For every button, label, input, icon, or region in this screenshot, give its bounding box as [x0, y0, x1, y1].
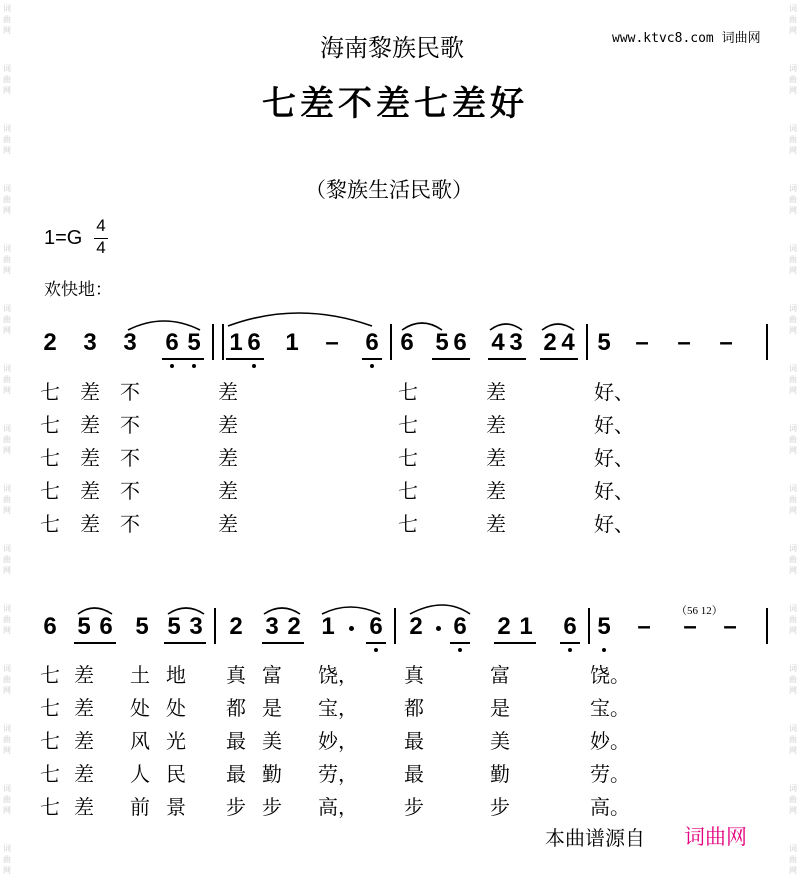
watermark-glyph: 网: [3, 386, 11, 395]
watermark-glyph: 词: [3, 484, 11, 493]
lyric-syllable: 七: [398, 413, 418, 437]
lyric-syllable: 步: [262, 795, 282, 819]
dash: –: [719, 329, 733, 356]
watermark-glyph: 网: [3, 146, 11, 155]
lyric-syllable: 处: [130, 696, 150, 720]
lyric-syllable: 差: [74, 729, 94, 753]
watermark-glyph: 网: [789, 86, 797, 95]
lyric-syllable: 都: [226, 696, 246, 720]
watermark-glyph: 网: [789, 746, 797, 755]
watermark-glyph: 词: [3, 844, 11, 853]
note: 6: [99, 613, 113, 640]
note: 5: [435, 329, 449, 356]
note: 6: [369, 613, 383, 640]
dash: –: [683, 613, 697, 640]
lyric-syllable: 七: [40, 663, 60, 687]
note: 3: [123, 329, 137, 356]
watermark-glyph: 网: [3, 866, 11, 875]
watermark-glyph: 词: [789, 364, 797, 373]
watermark-glyph: 网: [3, 86, 11, 95]
lyric-syllable: 七: [40, 795, 60, 819]
watermark-glyph: 词: [3, 424, 11, 433]
note: 6: [43, 613, 57, 640]
watermark-glyph: 词: [789, 184, 797, 193]
watermark-glyph: 曲: [789, 795, 797, 804]
slur: [168, 608, 204, 614]
watermark-glyph: 网: [789, 26, 797, 35]
source-site-link[interactable]: 词曲网: [684, 825, 747, 849]
note: 5: [167, 613, 181, 640]
lyric-syllable: 美: [262, 729, 282, 753]
lyric-syllable: 差: [80, 446, 100, 470]
watermark-glyph: 曲: [789, 135, 797, 144]
note: 3: [189, 613, 203, 640]
source-label: 本曲谱源自: [545, 826, 645, 850]
note: 6: [247, 329, 261, 356]
watermark-glyph: 网: [789, 686, 797, 695]
watermark-glyph: 网: [789, 146, 797, 155]
lyric-syllable: 高，: [318, 795, 358, 819]
lyric-syllable: 不: [120, 512, 140, 536]
lyric-syllable: 好、: [594, 380, 634, 404]
lyric-syllable: 七: [40, 512, 60, 536]
watermark-glyph: 曲: [789, 435, 797, 444]
watermark-glyph: 网: [789, 266, 797, 275]
watermark-glyph: 网: [789, 866, 797, 875]
watermark-glyph: 词: [789, 844, 797, 853]
slur: [542, 324, 574, 330]
dash: –: [635, 329, 649, 356]
note: 1: [321, 613, 335, 640]
lyric-syllable: 不: [120, 413, 140, 437]
watermark-glyph: 网: [789, 806, 797, 815]
note: 5: [597, 613, 611, 640]
watermark-glyph: 词: [3, 724, 11, 733]
lyric-syllable: 差: [218, 413, 238, 437]
lyric-syllable: 都: [404, 696, 424, 720]
lyric-syllable: 地: [166, 663, 186, 687]
time-signature-bottom: 4: [96, 238, 106, 257]
watermark-glyph: 词: [789, 664, 797, 673]
watermark-glyph: 曲: [3, 555, 11, 564]
watermark-glyph: 词: [789, 604, 797, 613]
watermark-glyph: 曲: [3, 675, 11, 684]
lyric-syllable: 七: [40, 446, 60, 470]
watermark-glyph: 曲: [3, 195, 11, 204]
lyric-syllable: 真: [226, 663, 246, 687]
lyric-syllable: 七: [40, 696, 60, 720]
slur: [78, 608, 112, 614]
watermark-glyph: 网: [3, 566, 11, 575]
lyric-syllable: 差: [486, 413, 506, 437]
song-title: 七差不差七差好: [262, 84, 528, 124]
lyric-syllable: 勤: [490, 762, 510, 786]
lyric-syllable: 差: [486, 512, 506, 536]
lyric-syllable: 七: [40, 380, 60, 404]
lyric-syllable: 是: [490, 696, 510, 720]
lyric-syllable: 风: [130, 729, 150, 753]
lyric-syllable: 好、: [594, 479, 634, 503]
watermark-glyph: 曲: [3, 615, 11, 624]
watermark-glyph: 网: [3, 506, 11, 515]
lyric-syllable: 饶，: [318, 663, 358, 687]
watermark-glyph: 网: [3, 626, 11, 635]
watermark-glyph: 曲: [789, 375, 797, 384]
watermark-glyph: 网: [789, 626, 797, 635]
watermark-glyph: 网: [3, 326, 11, 335]
lyric-syllable: 勤: [262, 762, 282, 786]
lyric-syllable: 差: [486, 380, 506, 404]
lyric-syllable: 宝。: [590, 696, 630, 720]
watermark-glyph: 曲: [789, 675, 797, 684]
lyric-syllable: 好、: [594, 512, 634, 536]
slur: [228, 313, 372, 326]
note: 2: [229, 613, 243, 640]
note: 2: [43, 329, 57, 356]
lyric-syllable: 差: [74, 762, 94, 786]
watermark-glyph: 词: [3, 64, 11, 73]
lyric-syllable: 差: [218, 380, 238, 404]
lyric-syllable: 差: [80, 512, 100, 536]
lyric-syllable: 真: [404, 663, 424, 687]
dash: –: [677, 329, 691, 356]
note: 3: [83, 329, 97, 356]
note: 4: [561, 329, 575, 356]
lyric-syllable: 七: [40, 413, 60, 437]
lyric-syllable: 劳，: [318, 762, 358, 786]
note: 5: [597, 329, 611, 356]
watermark-glyph: 网: [3, 806, 11, 815]
watermark-glyph: 词: [789, 484, 797, 493]
watermark-glyph: 词: [3, 604, 11, 613]
key-signature: 1=G: [44, 227, 83, 249]
watermark-glyph: 网: [3, 746, 11, 755]
lyric-syllable: 最: [226, 762, 246, 786]
watermark-glyph: 词: [3, 544, 11, 553]
lyric-syllable: 处: [166, 696, 186, 720]
lyric-syllable: 差: [218, 479, 238, 503]
lyric-syllable: 前: [130, 795, 150, 819]
tempo-marking: 欢快地：: [44, 280, 112, 300]
watermark-glyph: 曲: [3, 795, 11, 804]
watermark-glyph: 曲: [3, 315, 11, 324]
watermark-glyph: 曲: [3, 255, 11, 264]
lyric-syllable: 步: [404, 795, 424, 819]
watermark-glyph: 词: [3, 4, 11, 13]
watermark-glyph: 曲: [789, 495, 797, 504]
lyric-syllable: 土: [130, 663, 150, 687]
note: 6: [563, 613, 577, 640]
watermark-glyph: 曲: [3, 375, 11, 384]
lyric-syllable: 差: [80, 479, 100, 503]
slur: [322, 607, 380, 614]
watermark-glyph: 词: [3, 304, 11, 313]
watermark-glyph: 词: [789, 784, 797, 793]
watermark-glyph: 词: [789, 544, 797, 553]
lyric-syllable: 饶。: [590, 663, 630, 687]
note: 1: [285, 329, 299, 356]
lyric-syllable: 是: [262, 696, 282, 720]
watermark-glyph: 曲: [3, 435, 11, 444]
lyric-syllable: 好、: [594, 413, 634, 437]
watermark-glyph: 曲: [3, 15, 11, 24]
lyric-syllable: 步: [226, 795, 246, 819]
lyric-syllable: 差: [486, 479, 506, 503]
lyric-syllable: 差: [80, 380, 100, 404]
note: 4: [491, 329, 505, 356]
lyric-syllable: 差: [74, 663, 94, 687]
watermark-glyph: 曲: [789, 15, 797, 24]
note: 6: [365, 329, 379, 356]
lyric-syllable: 宝，: [318, 696, 358, 720]
watermark-glyph: 曲: [789, 555, 797, 564]
note: 3: [265, 613, 279, 640]
lyric-syllable: 不: [120, 446, 140, 470]
watermark-glyph: 曲: [3, 495, 11, 504]
watermark-glyph: 词: [3, 184, 11, 193]
lyric-syllable: 七: [40, 729, 60, 753]
watermark-glyph: 曲: [789, 75, 797, 84]
lyric-syllable: 光: [166, 729, 186, 753]
lyric-syllable: 七: [398, 446, 418, 470]
watermark-glyph: 网: [3, 446, 11, 455]
watermark-glyph: 词: [3, 364, 11, 373]
lyric-syllable: 高。: [590, 795, 630, 819]
watermark-glyph: 词: [3, 784, 11, 793]
lyric-syllable: 民: [166, 762, 186, 786]
lyric-syllable: 差: [80, 413, 100, 437]
watermark-glyph: 网: [789, 506, 797, 515]
lyric-syllable: 差: [218, 446, 238, 470]
watermark-glyph: 网: [3, 686, 11, 695]
lyric-syllable: 步: [490, 795, 510, 819]
slur: [490, 324, 522, 330]
watermark-glyph: 词: [789, 724, 797, 733]
watermark-glyph: 曲: [789, 735, 797, 744]
time-signature-top: 4: [96, 216, 106, 235]
note: 3: [509, 329, 523, 356]
slur: [402, 323, 442, 330]
watermark-glyph: 曲: [3, 135, 11, 144]
note: 1: [229, 329, 243, 356]
watermark-glyph: 词: [789, 304, 797, 313]
watermark-glyph: 网: [789, 326, 797, 335]
lyric-syllable: 不: [120, 479, 140, 503]
genre-label: （黎族生活民歌）: [305, 178, 473, 202]
watermark-glyph: 网: [789, 386, 797, 395]
site-label[interactable]: www.ktvc8.com 词曲网: [612, 31, 761, 46]
lyric-syllable: 最: [226, 729, 246, 753]
lyric-syllable: 妙。: [590, 729, 630, 753]
watermark-glyph: 曲: [3, 855, 11, 864]
watermark-glyph: 曲: [789, 855, 797, 864]
lyric-syllable: 七: [40, 762, 60, 786]
lyric-syllable: 差: [218, 512, 238, 536]
watermark-glyph: 网: [789, 446, 797, 455]
note: 2: [497, 613, 511, 640]
slur: [128, 321, 200, 330]
watermark-glyph: 网: [3, 26, 11, 35]
watermark-glyph: 词: [789, 244, 797, 253]
watermark-glyph: 网: [3, 206, 11, 215]
note: 6: [400, 329, 414, 356]
lyric-syllable: 七: [40, 479, 60, 503]
lyric-syllable: 七: [398, 380, 418, 404]
slur: [264, 608, 300, 614]
lyric-syllable: 好、: [594, 446, 634, 470]
watermark-glyph: 网: [789, 566, 797, 575]
watermark-glyph: 词: [789, 4, 797, 13]
note: 6: [165, 329, 179, 356]
lyric-syllable: 景: [166, 795, 186, 819]
lyric-syllable: 不: [120, 380, 140, 404]
lyric-syllable: 最: [404, 729, 424, 753]
watermark-glyph: 词: [789, 124, 797, 133]
dash: –: [325, 329, 339, 356]
lyric-syllable: 美: [490, 729, 510, 753]
note: 1: [519, 613, 533, 640]
watermark-glyph: 词: [3, 244, 11, 253]
lyric-syllable: 妙，: [318, 729, 358, 753]
note: 5: [77, 613, 91, 640]
lyric-syllable: 差: [74, 696, 94, 720]
lyric-syllable: 差: [486, 446, 506, 470]
watermark-glyph: 曲: [789, 255, 797, 264]
watermark-glyph: 词: [789, 424, 797, 433]
ossia-notes: （56 12）: [676, 605, 723, 617]
watermark-glyph: 网: [789, 206, 797, 215]
lyric-syllable: 七: [398, 479, 418, 503]
watermark-glyph: 曲: [3, 75, 11, 84]
note: 6: [453, 613, 467, 640]
lyric-syllable: 七: [398, 512, 418, 536]
lyric-syllable: 最: [404, 762, 424, 786]
note: 2: [287, 613, 301, 640]
watermark-glyph: 词: [3, 124, 11, 133]
watermark-glyph: 词: [3, 664, 11, 673]
lyric-syllable: 差: [74, 795, 94, 819]
lyric-syllable: 富: [490, 663, 510, 687]
watermark-glyph: 曲: [789, 615, 797, 624]
note: 2: [409, 613, 423, 640]
watermark-glyph: 网: [3, 266, 11, 275]
dash: –: [723, 613, 737, 640]
note: 2: [543, 329, 557, 356]
watermark-glyph: 曲: [789, 195, 797, 204]
slur: [410, 605, 470, 614]
lyric-syllable: 劳。: [590, 762, 630, 786]
note: 5: [187, 329, 201, 356]
watermark-glyph: 曲: [789, 315, 797, 324]
lyric-syllable: 富: [262, 663, 282, 687]
lyric-syllable: 人: [130, 762, 150, 786]
note: 5: [135, 613, 149, 640]
watermark-glyph: 词: [789, 64, 797, 73]
dash: –: [637, 613, 651, 640]
song-subtitle: 海南黎族民歌: [320, 34, 464, 62]
note: 6: [453, 329, 467, 356]
watermark-glyph: 曲: [3, 735, 11, 744]
